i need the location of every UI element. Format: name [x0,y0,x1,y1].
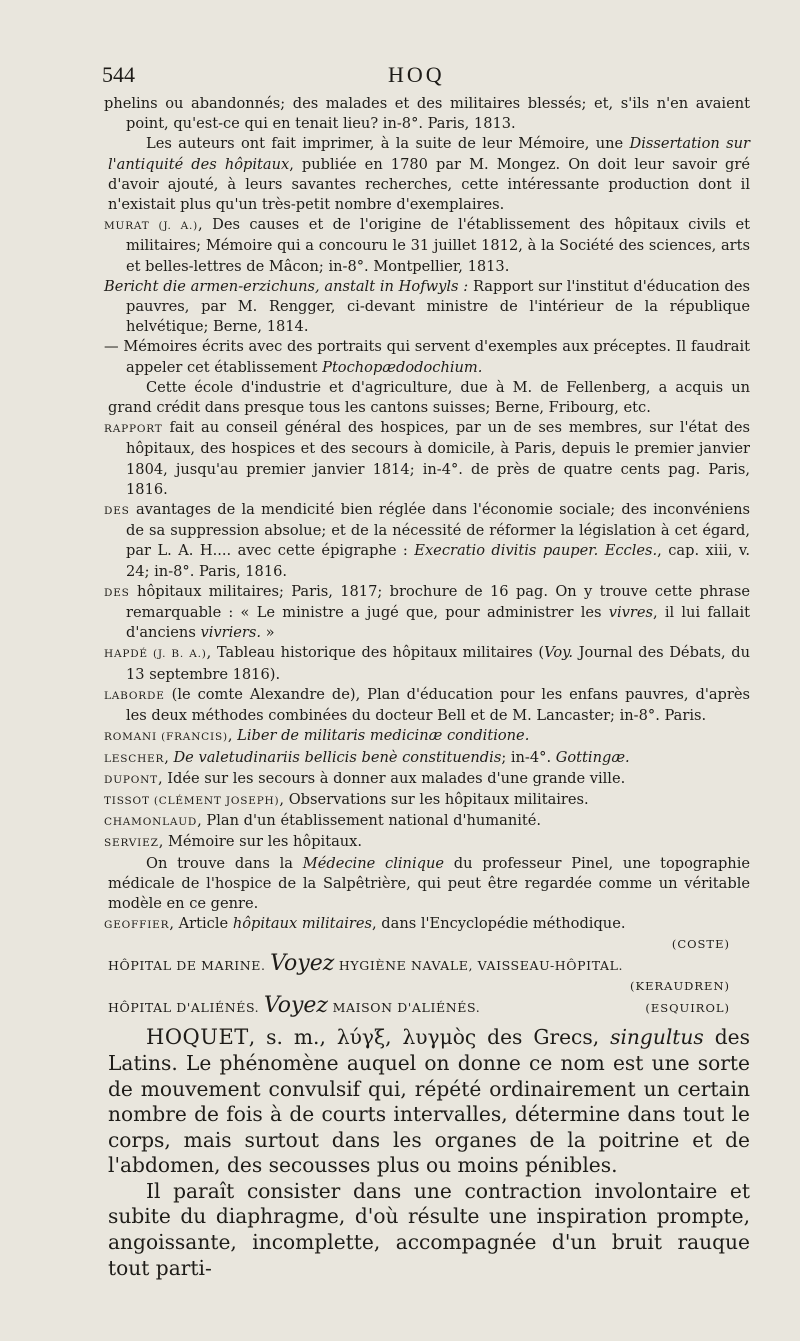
cross-reference-marine: HÔPITAL DE MARINE. Voyez HYGIÈNE NAVALE, VAISSEAU-HÔPITAL. [108,951,624,977]
bib-entry: SERVIEZ, Mémoire sur les hôpitaux. [104,833,363,851]
author-name: ROMANI (FRANCIS) [104,731,228,744]
page-header [102,58,750,94]
article-paragraph: Il paraît consister dans une contraction involontaire et subite du diaphragme, d'où résulte une inspiration prompte, angoissante, incomplette, accompagnée d'un bruit rauque tout parti- [108,1178,750,1280]
author-name: GEOFFIER [104,919,170,932]
bibliography-block [104,94,751,935]
author-name: TISSOT (CLÉMENT JOSEPH) [104,794,280,807]
author-name: DUPONT [104,773,158,786]
article-paragraph: HOQUET, s. m., λύγξ, λυγμὸς des Grecs, singultus des Latins. Le phénomène auquel on donne ce nom est une sorte de mouvement convulsif qui, répété ordinairement un certain nombre de fois à de courts intervalles, détermine dans tout le corps, mais surtout dans les organes de la poitrine et de l'abdomen, des secousses plus ou moins pénibles. [108,1025,750,1178]
bib-entry: DUPONT, Idée sur les secours à donner aux malades d'une grande ville. [104,769,626,787]
bib-note: Les auteurs ont fait imprimer, à la suite de leur Mémoire, une Dissertation sur l'antiquité des hôpitaux, publiée en 1780 par M. Mongez. On doit leur savoir gré d'avoir ajouté, à leurs savantes recherches, cette intéressante production dont il n'existait plus qu'un très-petit nombre d'exemplaires. [108,135,751,214]
bib-entry: LESCHER, De valetudinariis bellicis benè constituendis; in-4°. Gottingæ. [104,748,630,766]
bib-note: On trouve dans la Médecine clinique du professeur Pinel, une topographie médicale de l'hospice de la Salpêtrière, qui peut être regardée comme un véritable modèle en ce genre. [108,854,750,912]
author-name: DES [104,505,130,518]
bib-entry: TISSOT (CLÉMENT JOSEPH), Observations sur les hôpitaux militaires. [104,790,589,808]
bib-entry: MURAT (J. A.), Des causes et de l'origine de l'établissement des hôpitaux civils et militaires; Mémoire qui a concouru le 31 juillet 1812, à la Société des sciences, arts et belles-lettres de Mâcon; in-8°. Montpellier, 1813. [104,216,750,275]
author-name: LESCHER [104,752,165,765]
bib-note: Cette école d'industrie et d'agriculture, due à M. de Fellenberg, a acquis un grand crédit dans presque tous les cantons suisses; Berne, Fribourg, etc. [108,378,750,417]
headword: HOQUET [146,1025,249,1050]
author-name: CHAMONLAUD [104,816,198,829]
article-hoquet [108,1025,750,1281]
author-name: MURAT (J. A.) [104,220,199,233]
bib-entry: Bericht die armen-erzichuns, anstalt in Hofwyls : Rapport sur l'institut d'éducation des pauvres, par M. Rengger, ci-devant ministre de l'intérieur de la république helvétique; Berne, 1814. [104,277,750,336]
signature-coste: (COSTE) [671,937,730,952]
bib-entry: LABORDE (le comte Alexandre de), Plan d'éducation pour les enfans pauvres, d'après les deux méthodes combinées du docteur Bell et de M. Lancaster; in-8°. Paris. [104,685,750,725]
bib-entry: ROMANI (FRANCIS), Liber de militaris medicinæ conditione. [104,727,530,745]
bib-entry: DES hôpitaux militaires; Paris, 1817; brochure de 16 pag. On y trouve cette phrase remarquable : « Le ministre a jugé que, pour administrer les vivres, il lui fallait d'anciens vivriers. » [104,582,750,642]
cross-reference-alienes: HÔPITAL D'ALIÉNÉS. Voyez MAISON D'ALIÉNÉS. (ESQUIROL) [108,995,750,1019]
author-name: LABORDE [104,689,165,702]
page-number: 544 [102,62,135,87]
bib-entry: phelins ou abandonnés; des malades et des militaires blessés; et, s'ils n'en avaient point, qu'est-ce qui en tenait lieu? in-8°. Paris, 1813. [104,95,750,133]
signature-esquirol: (ESQUIROL) [645,1001,730,1016]
bib-entry: HAPDÉ (J. B. A.), Tableau historique des hôpitaux militaires (Voy. Journal des Débats, du 13 septembre 1816). [104,644,750,683]
bib-entry: GEOFFIER, Article hôpitaux militaires, dans l'Encyclopédie méthodique. [104,915,626,933]
bib-entry: DES avantages de la mendicité bien réglée dans l'économie sociale; des inconvéniens de sa suppression absolue; et de la nécessité de réformer la législation à cet égard, par L. A. H.... avec cette épigraphe : Execratio divitis pauper. Eccles., cap. xiii, v. 24; in-8°. Paris, 1816. [104,501,751,580]
bib-entry: RAPPORT fait au conseil général des hospices, par un de ses membres, sur l'état des hôpitaux, des hospices et des secours à domicile, à Paris, depuis le premier janvier 1804, jusqu'au premier janvier 1814; in-4°. de près de quatre cents pag. Paris, 1816. [104,419,750,498]
bib-entry: CHAMONLAUD, Plan d'un établissement national d'humanité. [104,812,542,830]
author-name: DES [104,586,130,599]
author-name: SERVIEZ [104,837,159,850]
author-name: RAPPORT [104,423,163,436]
author-name: HAPDÉ (J. B. A.) [104,648,207,661]
signature-keraudren: (KERAUDREN) [630,979,730,994]
bib-entry: — Mémoires écrits avec des portraits qui servent d'exemples aux préceptes. Il faudrait appeler cet établissement Ptochopædodochium. [104,338,750,376]
running-head: HOQ [388,62,445,87]
